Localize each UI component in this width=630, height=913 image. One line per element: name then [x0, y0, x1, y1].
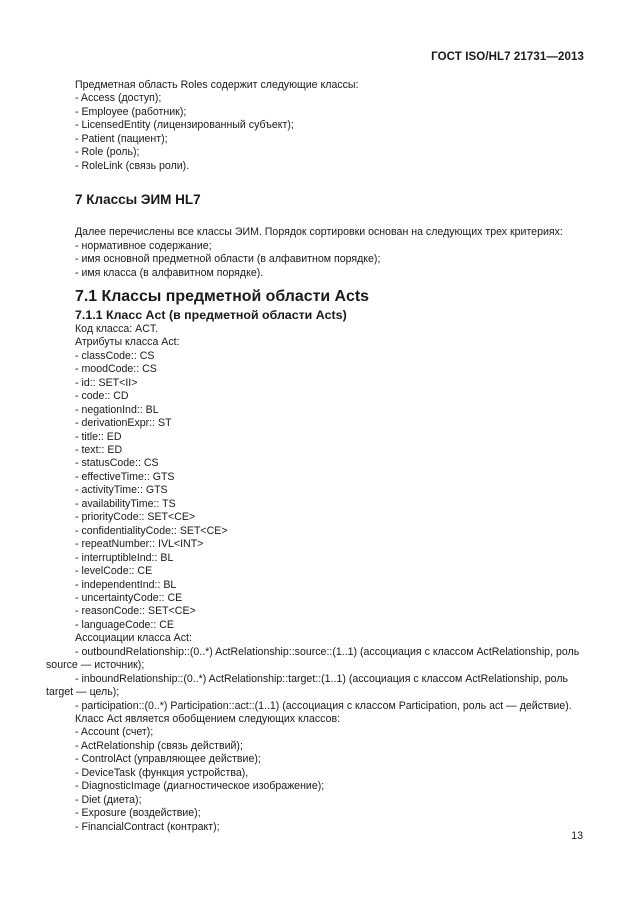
list-item: - Employee (работник); [75, 105, 187, 118]
association-inbound: - inboundRelationship::(0..*) ActRelationship::target::(1..1) (ассоциация с классом ActRelationship, роль [75, 672, 569, 685]
list-item: - RoleLink (связь роли). [75, 159, 190, 172]
page-number: 13 [571, 830, 583, 842]
list-item: - availabilityTime:: TS [75, 497, 176, 510]
list-item: - Exposure (воздействие); [75, 807, 201, 820]
attributes-title: Атрибуты класса Act: [75, 336, 180, 349]
list-item: - classCode:: CS [75, 349, 155, 362]
list-item: - Diet (диета); [75, 793, 142, 806]
specializations-list [46, 726, 584, 834]
attributes-list [46, 350, 584, 633]
generalization-title: Класс Act является обобщением следующих классов: [75, 713, 341, 726]
list-item: - reasonCode:: SET<CE> [75, 605, 196, 618]
list-item: - LicensedEntity (лицензированный субъект); [75, 119, 294, 132]
class-code: Код класса: ACT. [75, 322, 159, 335]
roles-list [46, 92, 584, 173]
section-7-1-heading: 7.1 Классы предметной области Acts [75, 287, 369, 305]
section-7-intro: Далее перечислены все классы ЭИМ. Порядок сортировки основан на следующих трех критериях: [75, 226, 563, 239]
list-item: - languageCode:: CE [75, 618, 174, 631]
criteria-list [46, 240, 584, 280]
association-outbound-cont: source — источник); [46, 659, 145, 672]
association-inbound-cont: target — цель); [46, 686, 120, 699]
list-item: - confidentialityCode:: SET<CE> [75, 524, 228, 537]
list-item: - DeviceTask (функция устройства), [75, 766, 249, 779]
section-7-1-1-heading: 7.1.1 Класс Act (в предметной области Acts) [75, 308, 347, 323]
list-item: - Access (доступ); [75, 92, 162, 105]
list-item: - text:: ED [75, 443, 123, 456]
list-item: - Patient (пациент); [75, 132, 168, 145]
association-participation: - participation::(0..*) Participation::act::(1..1) (ассоциация с классом Participation, роль act — действие). [75, 699, 572, 712]
list-item: - levelCode:: CE [75, 565, 153, 578]
list-item: - moodCode:: CS [75, 363, 157, 376]
page-content [46, 79, 584, 834]
list-item: - statusCode:: CS [75, 457, 159, 470]
list-item: - title:: ED [75, 430, 122, 443]
list-item: - DiagnosticImage (диагностическое изображение); [75, 780, 325, 793]
list-item: - ActRelationship (связь действий); [75, 739, 243, 752]
list-item: - code:: CD [75, 390, 129, 403]
list-item: - priorityCode:: SET<CE> [75, 511, 196, 524]
list-item: - interruptibleInd:: BL [75, 551, 174, 564]
roles-intro: Предметная область Roles содержит следующие классы: [75, 79, 359, 91]
list-item: - derivationExpr:: ST [75, 417, 172, 430]
associations-title: Ассоциации класса Act: [75, 632, 192, 645]
list-item: - нормативное содержание; [75, 239, 212, 252]
list-item: - Role (роль); [75, 146, 140, 159]
document-header: ГОСТ ISO/HL7 21731—2013 [431, 51, 584, 63]
list-item: - repeatNumber:: IVL<INT> [75, 538, 204, 551]
list-item: - negationInd:: BL [75, 403, 159, 416]
list-item: - имя основной предметной области (в алфавитном порядке); [75, 253, 381, 266]
list-item: - effectiveTime:: GTS [75, 470, 175, 483]
list-item: - ControlAct (управляющее действие); [75, 753, 261, 766]
section-7-heading: 7 Классы ЭИМ HL7 [75, 192, 201, 208]
list-item: - id:: SET<II> [75, 376, 138, 389]
list-item: - independentInd:: BL [75, 578, 177, 591]
list-item: - Account (счет); [75, 726, 154, 739]
list-item: - activityTime:: GTS [75, 484, 168, 497]
list-item: - uncertaintyCode:: CE [75, 591, 183, 604]
association-outbound: - outboundRelationship::(0..*) ActRelationship::source::(1..1) (ассоциация с классом ActRelationship, роль [75, 645, 580, 658]
list-item: - имя класса (в алфавитном порядке). [75, 266, 264, 279]
list-item: - FinancialContract (контракт); [75, 820, 220, 833]
